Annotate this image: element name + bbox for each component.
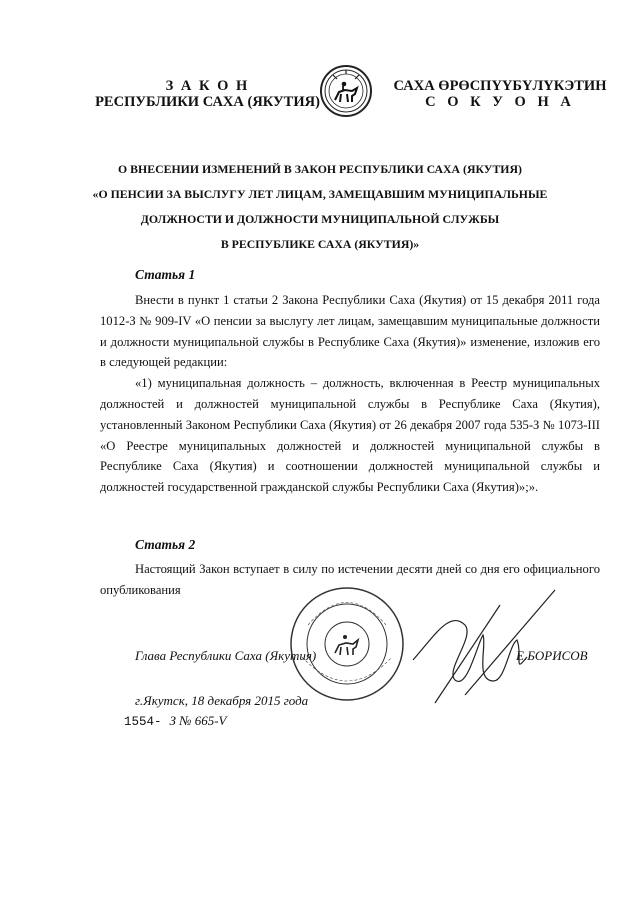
registration-prefix: 1554-: [124, 715, 162, 729]
signatory-name: Е.БОРИСОВ: [516, 648, 588, 663]
official-seal: [288, 585, 406, 703]
article-2-heading: Статья 2: [135, 537, 196, 552]
article-1-amendment: «1) муниципальная должность – должность, включенная в Реестр муниципальных должностей и должностей муниципальной службы в Республике Саха (Якутия), установленный Законом Республики Саха (Якутия) от 26 декабря 2007 года 535-З № 1073-III «О Реестре муниципальных должностей и должностей муниципальной службы в Республике Саха (Якутия) и соотношении должностей муниципальной службы и должностей государственной гражданской службы Республики Саха (Якутия)»;».: [100, 376, 600, 495]
law-label-sakha: [385, 78, 615, 110]
title-line: ДОЛЖНОСТИ И ДОЛЖНОСТИ МУНИЦИПАЛЬНОЙ СЛУЖБЫ: [140, 212, 500, 226]
law-word: З А К О Н: [165, 78, 250, 94]
registration-code: З № 665-V: [169, 713, 227, 728]
title-line: «О ПЕНСИИ ЗА ВЫСЛУГУ ЛЕТ ЛИЦАМ, ЗАМЕЩАВШИМ МУНИЦИПАЛЬНЫЕ: [92, 187, 548, 201]
signatory-position: Глава Республики Саха (Якутия): [135, 648, 317, 663]
title-line: В РЕСПУБЛИКЕ САХА (ЯКУТИЯ)»: [220, 237, 420, 251]
law-word-sakha: С О К У О Н А: [425, 94, 575, 110]
article-1-heading: Статья 1: [135, 267, 196, 282]
article-2-paragraph: Настоящий Закон вступает в силу по истечении десяти дней со дня его официального опубликования: [100, 562, 600, 597]
law-label-ru: [95, 78, 320, 110]
article-1-body: [100, 290, 600, 498]
article-1-paragraph: Внести в пункт 1 статьи 2 Закона Республики Саха (Якутия) от 15 декабря 2011 года 1012-З № 909-IV «О пенсии за выслугу лет лицам, замещавшим муниципальные должности и должности муниципальной службы в Республике Саха (Якутия)» изменение, изложив его в следующей редакции:: [100, 293, 600, 370]
registration-number: [124, 712, 226, 730]
coat-of-arms-emblem: [319, 64, 373, 118]
law-title: [0, 157, 640, 257]
handwritten-signature: [405, 585, 565, 705]
place-and-date: г.Якутск, 18 декабря 2015 года: [135, 693, 309, 708]
republic-name-ru: РЕСПУБЛИКИ САХА (ЯКУТИЯ): [95, 94, 320, 110]
republic-name-sakha: САХА ӨРӨСПYYБYЛYКЭТИН: [393, 78, 607, 94]
title-line: О ВНЕСЕНИИ ИЗМЕНЕНИЙ В ЗАКОН РЕСПУБЛИКИ САХА (ЯКУТИЯ): [118, 162, 522, 176]
